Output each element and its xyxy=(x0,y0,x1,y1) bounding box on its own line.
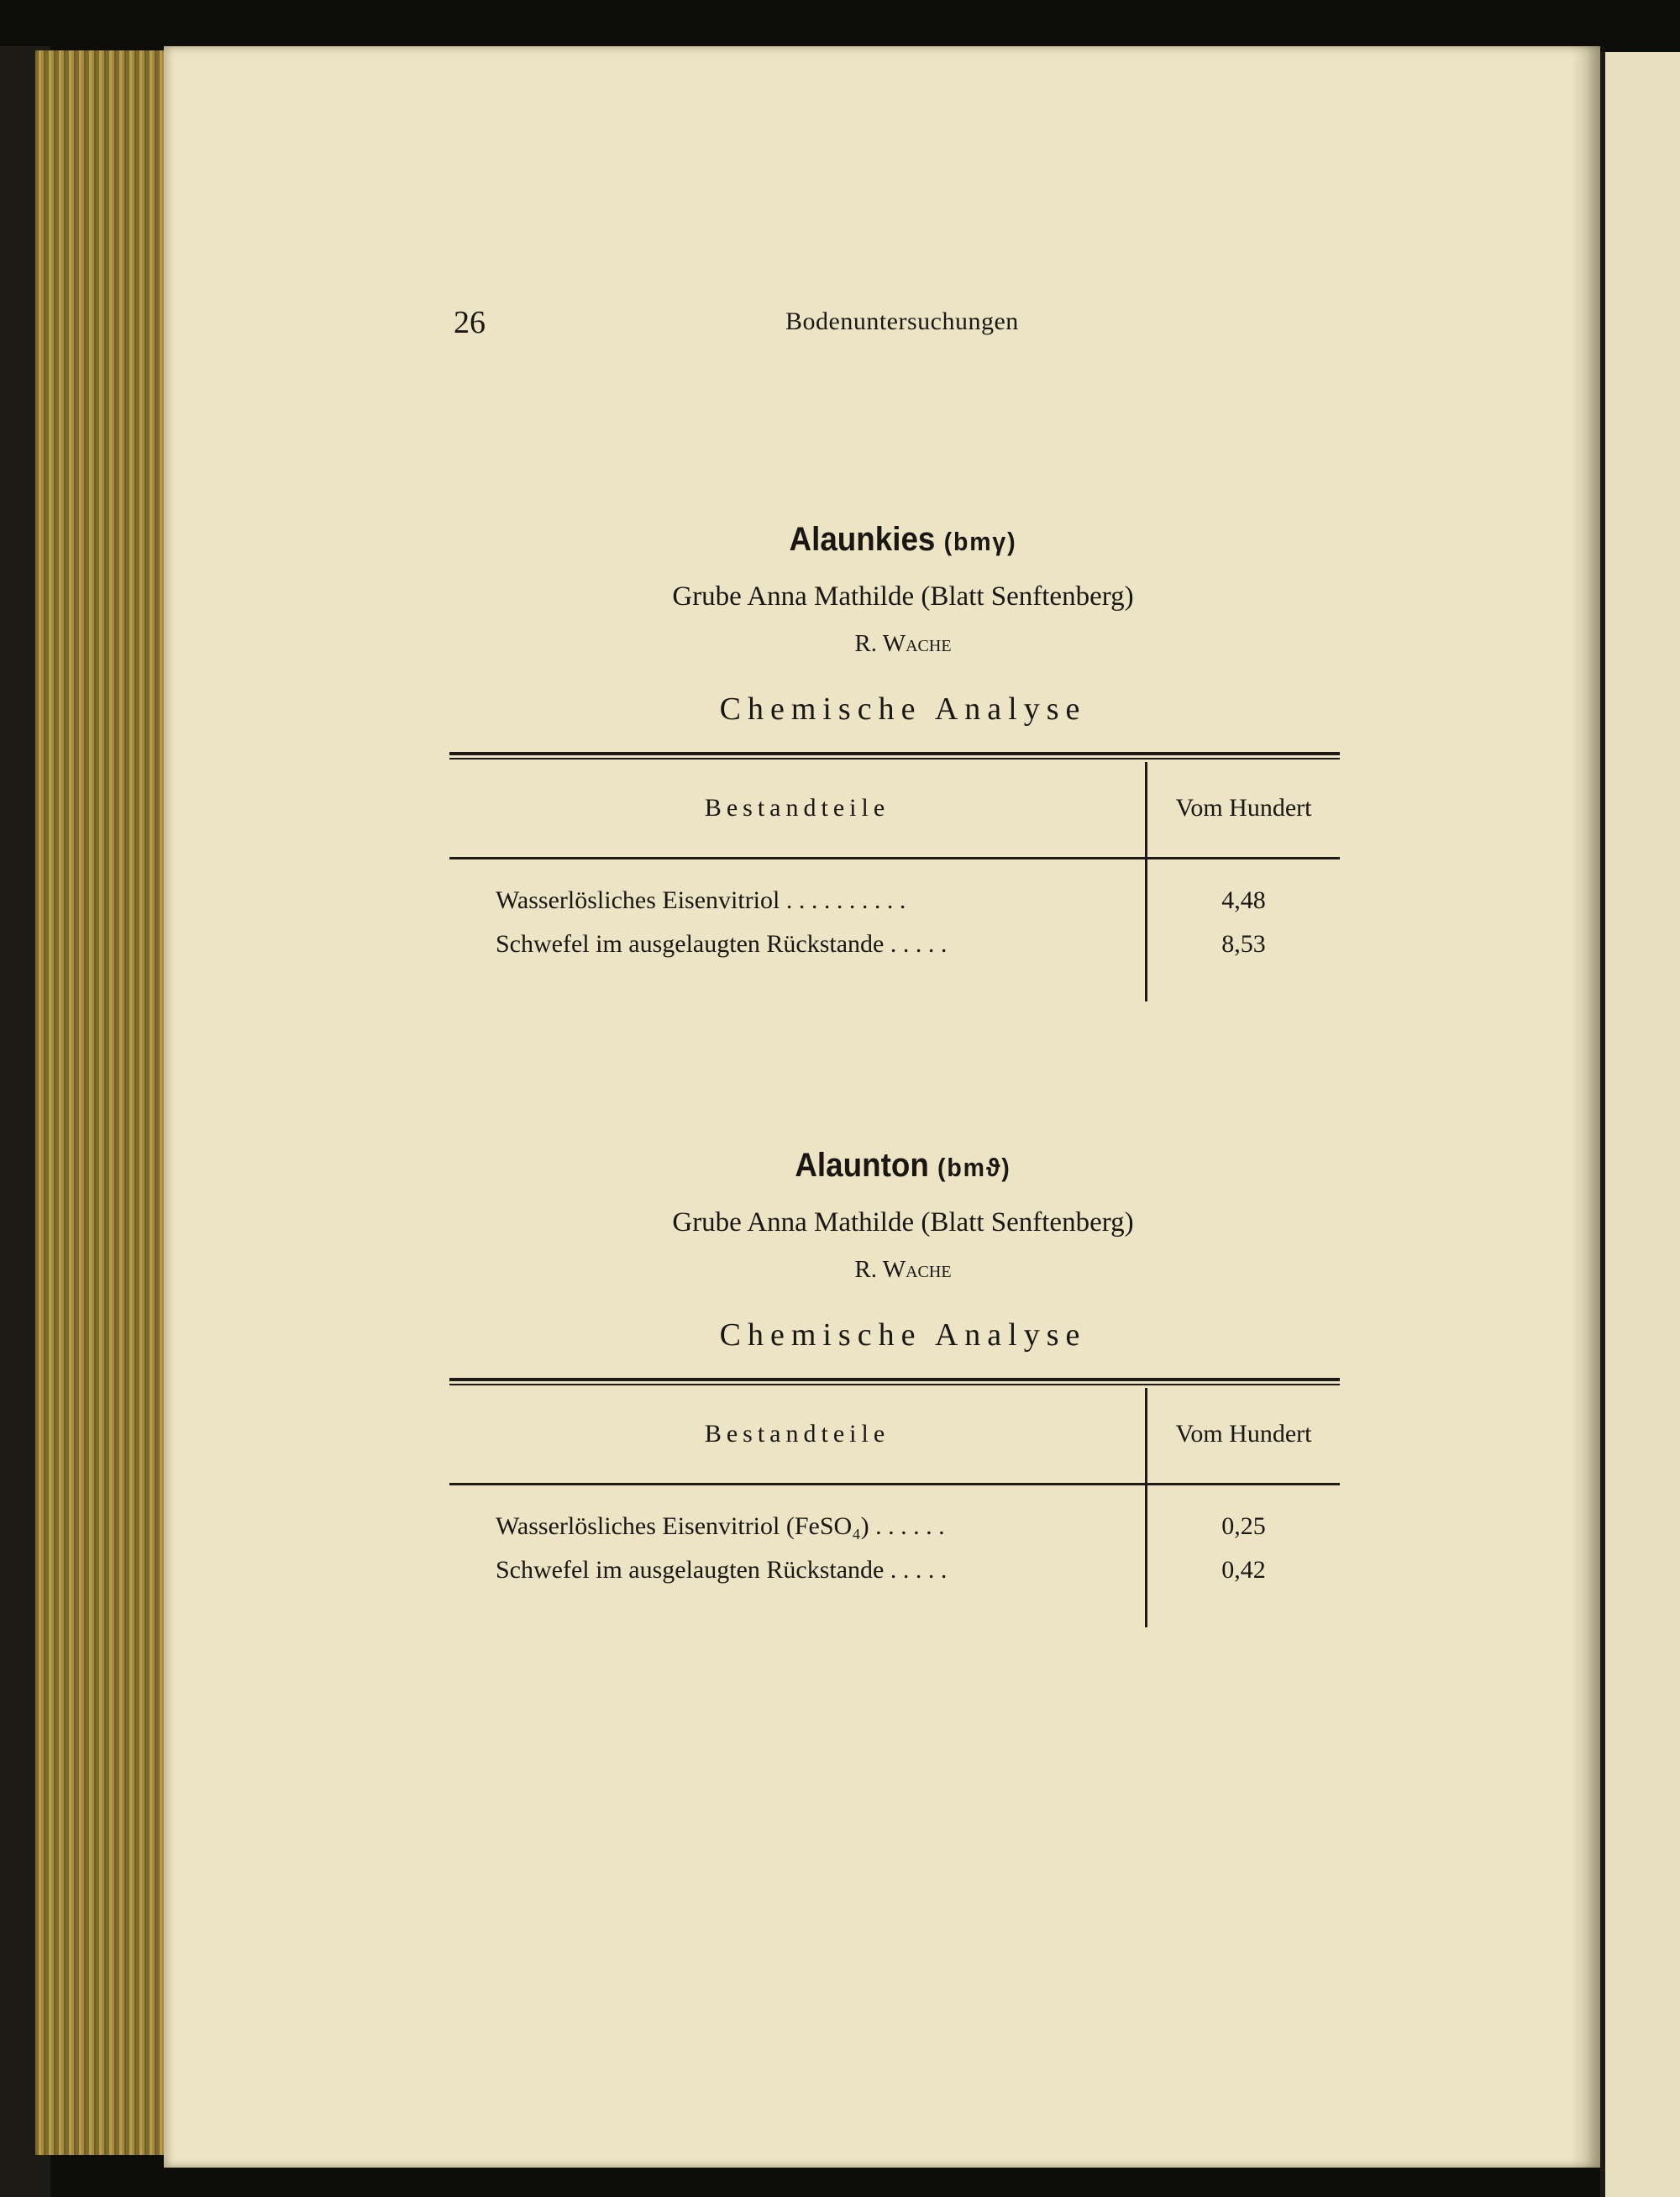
book-page xyxy=(164,46,1600,2168)
row-component: Schwefel im ausgelaugten Rückstande . . . . . xyxy=(496,930,948,958)
section-caption: Chemische Analyse xyxy=(719,691,1087,727)
gutter-shadow xyxy=(1571,46,1604,2168)
section-caption: Chemische Analyse xyxy=(719,1317,1087,1353)
row-value: 8,53 xyxy=(1221,930,1266,958)
table-header-components: Bestandteile xyxy=(704,794,890,822)
table-row xyxy=(449,1512,1340,1554)
analysis-table xyxy=(449,1378,1340,1626)
page-number: 26 xyxy=(454,305,486,340)
facing-page xyxy=(1600,52,1680,2197)
section-author: R. Wache xyxy=(854,630,952,657)
row-component: Wasserlösliches Eisenvitriol . . . . . . . . . . xyxy=(496,886,906,914)
section-title xyxy=(72,521,1680,559)
row-value: 0,25 xyxy=(1221,1512,1266,1540)
section-location: Grube Anna Mathilde (Blatt Senftenberg) xyxy=(672,1207,1134,1238)
running-title: Bodenuntersuchungen xyxy=(785,307,1019,335)
section-title-text: Alaunton xyxy=(795,1147,929,1184)
row-component: Schwefel im ausgelaugten Rückstande . . . . . xyxy=(496,1556,948,1584)
analysis-table xyxy=(449,752,1340,1000)
table-top-rule xyxy=(449,1378,1340,1385)
row-value: 4,48 xyxy=(1221,886,1266,914)
row-component: Wasserlösliches Eisenvitriol (FeSO₄) . . . . . . xyxy=(496,1512,945,1540)
section-title-text: Alaunkies xyxy=(789,521,936,558)
table-header-rule xyxy=(449,857,1340,859)
table-row xyxy=(449,886,1340,928)
table-top-rule xyxy=(449,752,1340,759)
table-header-percent: Vom Hundert xyxy=(1175,1420,1312,1448)
page-edges xyxy=(35,50,170,2155)
section-author: R. Wache xyxy=(854,1256,952,1283)
table-header-rule xyxy=(449,1483,1340,1485)
table-row xyxy=(449,930,1340,972)
table-header-percent: Vom Hundert xyxy=(1175,794,1312,822)
table-header-components: Bestandteile xyxy=(704,1420,890,1448)
row-value: 0,42 xyxy=(1221,1556,1266,1584)
section-symbol: (bmϑ) xyxy=(937,1153,1011,1182)
section-symbol: (bmγ) xyxy=(943,527,1017,556)
table-row xyxy=(449,1556,1340,1598)
section-location: Grube Anna Mathilde (Blatt Senftenberg) xyxy=(672,581,1134,612)
section-title xyxy=(72,1147,1680,1185)
